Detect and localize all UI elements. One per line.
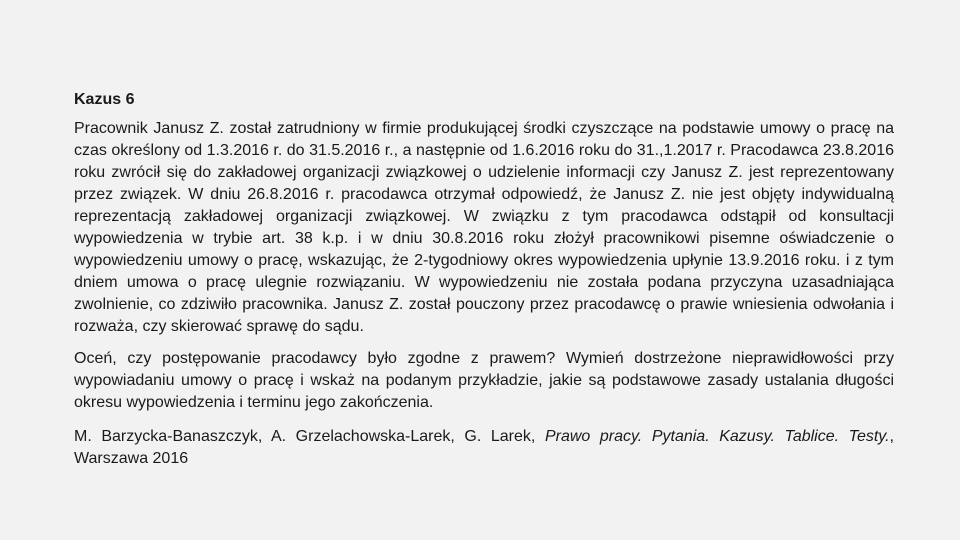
slide-content xyxy=(74,88,894,470)
citation-authors: M. Barzycka-Banaszczyk, A. Grzelachowska-Larek, G. Larek, xyxy=(74,428,545,445)
case-question: Oceń, czy postępowanie pracodawcy było zgodne z prawem? Wymień dostrzeżone nieprawidłowości przy wypowiadaniu umowy o pracę i wskaż na podanym przykładzie, jakie są podstawowe zasady ustalania długości okresu wypowiedzenia i terminu jego zakończenia. xyxy=(74,350,894,411)
citation-publication: , Warszawa 2016 xyxy=(74,428,894,467)
case-title: Kazus 6 xyxy=(74,91,135,108)
citation-book-title: Prawo pracy. Pytania. Kazusy. Tablice. Testy. xyxy=(544,428,890,445)
source-citation xyxy=(74,426,894,470)
case-description: Pracownik Janusz Z. został zatrudniony w firmie produkującej środki czyszczące na podstawie umowy o pracę na czas określony od 1.3.2016 r. do 31.5.2016 r., a następnie od 1.6.2016 roku do 31.,1.2017 r. Pracodawca 23.8.2016 roku zwrócił się do zakładowej organizacji związkowej o udzielenie informacji czy Janusz Z. jest reprezentowany przez związek. W dniu 26.8.2016 r. pracodawca otrzymał odpowiedź, że Janusz Z. nie jest objęty indywidualną reprezentacją zakładowej organizacji związkowej. W związku z tym pracodawca odstąpił od konsultacji wypowiedzenia w trybie art. 38 k.p. i w dniu 30.8.2016 roku złożył pracownikowi pisemne oświadczenie o wypowiedzeniu umowy o pracę, wskazując, że 2-tygodniowy okres wypowiedzenia upłynie 13.9.2016 roku. i z tym dniem umowa o pracę ulegnie rozwiązaniu. W wypowiedzeniu nie została podana przyczyna uzasadniająca zwolnienie, co zdziwiło pracownika. Janusz Z. został pouczony przez pracodawcę o prawie wniesienia odwołania i rozważa, czy skierować sprawę do sądu. xyxy=(74,120,894,335)
